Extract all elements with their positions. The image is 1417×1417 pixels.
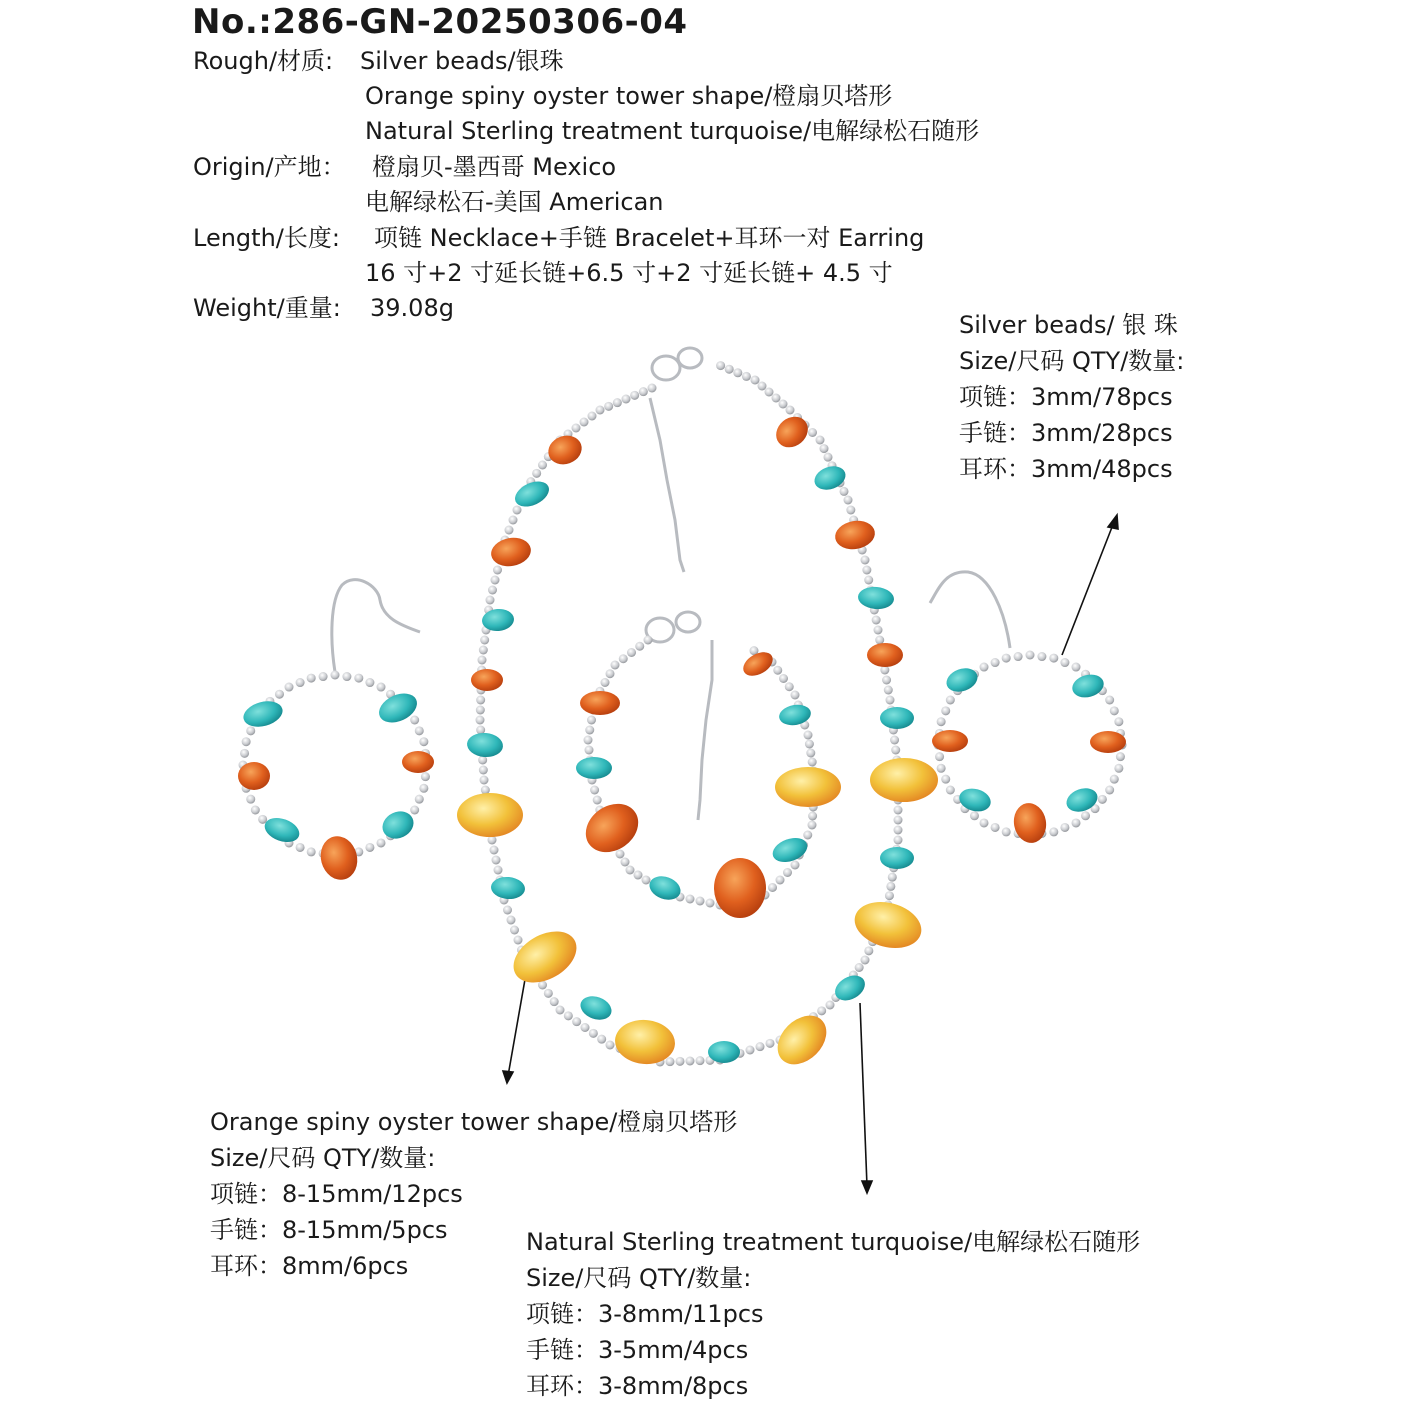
silver-bead bbox=[855, 963, 864, 972]
silver-bead bbox=[639, 387, 648, 396]
silver-bead bbox=[716, 361, 725, 370]
earring-gemstone-bead bbox=[932, 730, 968, 752]
silver-bead bbox=[1116, 752, 1125, 761]
silver-bead bbox=[510, 926, 519, 935]
necklace-gemstone-bead bbox=[457, 793, 523, 837]
silver-bead bbox=[480, 636, 489, 645]
silver-bead bbox=[514, 936, 523, 945]
silver-bead bbox=[890, 736, 899, 745]
silver-bead bbox=[776, 876, 785, 885]
silver-bead bbox=[1037, 652, 1046, 661]
oyster-arrow bbox=[508, 968, 527, 1076]
silver-bead bbox=[808, 821, 817, 830]
silver-callout-earring: 耳环：3mm/48pcs bbox=[959, 455, 1173, 483]
silver-bead bbox=[490, 846, 499, 855]
silver-bead bbox=[783, 868, 792, 877]
silver-bead bbox=[1060, 658, 1069, 667]
silver-bead bbox=[791, 861, 800, 870]
rough-label: Rough/材质: bbox=[193, 47, 334, 75]
silver-bead bbox=[891, 746, 900, 755]
silver-bead bbox=[626, 866, 635, 875]
silver-bead bbox=[488, 586, 497, 595]
silver-bead bbox=[319, 672, 328, 681]
silver-bead bbox=[768, 883, 777, 892]
necklace-gemstone-bead bbox=[466, 731, 504, 758]
weight-label: Weight/重量: bbox=[193, 294, 341, 322]
silver-bead bbox=[1105, 786, 1114, 795]
silver-bead bbox=[246, 726, 255, 735]
silver-bead bbox=[935, 752, 944, 761]
silver-callout-bracelet: 手链：3mm/28pcs bbox=[959, 419, 1173, 447]
origin-oyster: 橙扇贝-墨西哥 Mexico bbox=[372, 153, 617, 181]
silver-bead bbox=[864, 576, 873, 585]
necklace-gemstone-bead bbox=[489, 535, 533, 570]
earring-gemstone-bead bbox=[238, 762, 270, 790]
silver-arrow bbox=[1062, 522, 1114, 655]
earring-gemstone-bead bbox=[241, 697, 286, 731]
earring-gemstone-bead bbox=[402, 751, 434, 773]
bracelet-gemstone-bead bbox=[769, 834, 810, 867]
earring-gemstone-bead bbox=[1090, 731, 1126, 753]
necklace-gemstone-bead bbox=[880, 707, 914, 729]
silver-bead bbox=[980, 818, 989, 827]
silver-bead bbox=[1002, 654, 1011, 663]
length-items: 项链 Necklace+手链 Bracelet+耳环一对 Earring bbox=[374, 224, 925, 252]
silver-bead bbox=[589, 1029, 598, 1038]
silver-bead bbox=[779, 400, 788, 409]
silver-bead bbox=[894, 806, 903, 815]
silver-bead bbox=[611, 661, 620, 670]
silver-bead bbox=[622, 395, 631, 404]
silver-bead bbox=[505, 526, 514, 535]
silver-bead bbox=[861, 956, 870, 965]
silver-bead bbox=[572, 1017, 581, 1026]
oyster-callout-bracelet: 手链：8-15mm/5pcs bbox=[210, 1216, 448, 1244]
silver-bead bbox=[886, 696, 895, 705]
silver-bead bbox=[627, 648, 636, 657]
silver-bead bbox=[503, 906, 512, 915]
bracelet-gemstone-bead bbox=[775, 767, 841, 807]
product-number: No.:286-GN-20250306-04 bbox=[192, 2, 688, 42]
silver-bead bbox=[758, 382, 767, 391]
silver-bead bbox=[1110, 775, 1119, 784]
silver-bead bbox=[635, 642, 644, 651]
silver-bead bbox=[894, 826, 903, 835]
silver-bead bbox=[580, 418, 589, 427]
silver-bead bbox=[365, 843, 374, 852]
silver-bead bbox=[581, 1023, 590, 1032]
bracelet-gemstone-bead bbox=[576, 794, 647, 862]
bracelet-gemstone-bead bbox=[714, 858, 766, 918]
turquoise-callout-earring: 耳环：3-8mm/8pcs bbox=[526, 1372, 749, 1400]
silver-bead bbox=[630, 391, 639, 400]
silver-bead bbox=[476, 696, 485, 705]
necklace-clasp bbox=[652, 356, 680, 380]
silver-callout-necklace: 项链：3mm/78pcs bbox=[959, 383, 1173, 411]
silver-bead bbox=[585, 726, 594, 735]
silver-bead bbox=[601, 678, 610, 687]
oyster-callout-earring: 耳环：8mm/6pcs bbox=[210, 1252, 409, 1280]
silver-bead bbox=[1049, 654, 1058, 663]
silver-bead bbox=[597, 1035, 606, 1044]
beads-layer bbox=[238, 361, 1127, 1074]
silver-bead bbox=[584, 736, 593, 745]
silver-bead bbox=[773, 666, 782, 675]
silver-bead bbox=[478, 656, 487, 665]
length-values: 16 寸+2 寸延长链+6.5 寸+2 寸延长链+ 4.5 寸 bbox=[365, 259, 893, 287]
necklace-gemstone-bead bbox=[770, 410, 814, 453]
silver-bead bbox=[884, 686, 893, 695]
necklace-gemstone-bead bbox=[867, 643, 903, 667]
silver-bead bbox=[590, 786, 599, 795]
silver-bead bbox=[648, 384, 657, 393]
silver-bead bbox=[494, 866, 503, 875]
silver-bead bbox=[861, 556, 870, 565]
silver-bead bbox=[791, 691, 800, 700]
silver-bead bbox=[419, 737, 428, 746]
bracelet-clasp-ring bbox=[676, 612, 700, 632]
silver-bead bbox=[419, 784, 428, 793]
turquoise-callout-title: Natural Sterling treatment turquoise/电解绿松石随形 bbox=[526, 1228, 1141, 1256]
silver-bead bbox=[619, 654, 628, 663]
silver-bead bbox=[872, 616, 881, 625]
bracelet-gemstone-bead bbox=[576, 757, 612, 779]
silver-bead bbox=[296, 678, 305, 687]
silver-bead bbox=[1114, 764, 1123, 773]
silver-bead bbox=[864, 946, 873, 955]
rough-silver: Silver beads/银珠 bbox=[360, 47, 564, 75]
silver-bead bbox=[479, 646, 488, 655]
silver-bead bbox=[824, 453, 833, 462]
earring-gemstone-bead bbox=[316, 832, 362, 884]
silver-bead bbox=[751, 376, 760, 385]
silver-bead bbox=[532, 469, 541, 478]
silver-bead bbox=[686, 1057, 695, 1066]
silver-bead bbox=[585, 746, 594, 755]
silver-bead bbox=[806, 749, 815, 758]
silver-bead bbox=[486, 596, 495, 605]
silver-bead bbox=[1014, 652, 1023, 661]
silver-bead bbox=[970, 811, 979, 820]
silver-bead bbox=[686, 895, 695, 904]
silver-bead bbox=[808, 812, 817, 821]
weight-value: 39.08g bbox=[370, 294, 454, 322]
silver-bead bbox=[642, 876, 651, 885]
silver-bead bbox=[513, 506, 522, 515]
silver-bead bbox=[544, 989, 553, 998]
length-label: Length/长度: bbox=[193, 224, 340, 252]
callout-arrows bbox=[503, 515, 1118, 1193]
silver-bead bbox=[476, 706, 485, 715]
silver-bead bbox=[803, 831, 812, 840]
oyster-arrowhead bbox=[503, 1071, 513, 1083]
silver-bead bbox=[377, 838, 386, 847]
silver-bead bbox=[946, 696, 955, 705]
silver-bead bbox=[846, 506, 855, 515]
necklace-gemstone-bead bbox=[490, 876, 526, 901]
earring-gemstone-bead bbox=[1070, 671, 1107, 701]
silver-bead bbox=[804, 731, 813, 740]
silver-bead bbox=[479, 766, 488, 775]
oyster-callout-size-qty: Size/尺码 QTY/数量: bbox=[210, 1144, 436, 1172]
silver-bead bbox=[365, 678, 374, 687]
silver-bead bbox=[613, 398, 622, 407]
silver-bead bbox=[572, 424, 581, 433]
silver-bead bbox=[275, 690, 284, 699]
silver-bead bbox=[307, 847, 316, 856]
silver-bead bbox=[894, 836, 903, 845]
origin-label: Origin/产地： bbox=[193, 153, 346, 181]
origin-turquoise: 电解绿松石-美国 American bbox=[365, 188, 664, 216]
silver-bead bbox=[588, 412, 597, 421]
turquoise-callout-bracelet: 手链：3-5mm/4pcs bbox=[526, 1336, 749, 1364]
silver-bead bbox=[415, 726, 424, 735]
earring-gemstone-bead bbox=[261, 814, 302, 847]
silver-bead bbox=[1026, 651, 1035, 660]
silver-bead bbox=[296, 843, 305, 852]
silver-bead bbox=[550, 997, 559, 1006]
silver-bead bbox=[885, 891, 894, 900]
turquoise-arrowhead bbox=[862, 1181, 872, 1193]
silver-bead bbox=[772, 394, 781, 403]
silver-callout-title: Silver beads/ 银 珠 bbox=[959, 311, 1178, 339]
necklace-gemstone-bead bbox=[857, 585, 895, 610]
silver-bead bbox=[491, 576, 500, 585]
silver-bead bbox=[410, 716, 419, 725]
silver-bead bbox=[606, 669, 615, 678]
silver-bead bbox=[1081, 811, 1090, 820]
silver-bead bbox=[354, 674, 363, 683]
silver-bead bbox=[587, 716, 596, 725]
silver-bead bbox=[785, 682, 794, 691]
silver-bead bbox=[1072, 818, 1081, 827]
silver-bead bbox=[1105, 696, 1114, 705]
bracelet-gemstone-bead bbox=[580, 691, 620, 715]
silver-arrowhead bbox=[1108, 515, 1118, 529]
silver-bead bbox=[808, 428, 817, 437]
silver-bead bbox=[941, 775, 950, 784]
silver-bead bbox=[676, 1057, 685, 1066]
necklace-gemstone-bead bbox=[880, 847, 914, 869]
silver-bead bbox=[606, 1041, 615, 1050]
silver-bead bbox=[805, 740, 814, 749]
silver-bead bbox=[556, 1006, 565, 1015]
silver-bead bbox=[644, 636, 653, 645]
silver-bead bbox=[725, 365, 734, 374]
silver-bead bbox=[616, 850, 625, 859]
earring-gemstone-bead bbox=[943, 664, 981, 696]
right-ear-wire bbox=[930, 572, 1010, 648]
silver-bead bbox=[509, 516, 518, 525]
silver-bead bbox=[733, 368, 742, 377]
necklace-gemstone-bead bbox=[870, 758, 938, 802]
silver-bead bbox=[991, 823, 1000, 832]
silver-bead bbox=[507, 916, 516, 925]
turquoise-arrow bbox=[860, 1003, 867, 1186]
silver-bead bbox=[285, 683, 294, 692]
silver-bead bbox=[593, 796, 602, 805]
silver-bead bbox=[844, 496, 853, 505]
silver-bead bbox=[538, 461, 547, 470]
silver-bead bbox=[886, 882, 895, 891]
turquoise-callout-size-qty: Size/尺码 QTY/数量: bbox=[526, 1264, 752, 1292]
necklace-gemstone-bead bbox=[708, 1041, 740, 1063]
oyster-callout-title: Orange spiny oyster tower shape/橙扇贝塔形 bbox=[210, 1108, 738, 1136]
silver-bead bbox=[493, 566, 502, 575]
necklace-gemstone-bead bbox=[833, 518, 877, 553]
silver-bead bbox=[706, 899, 715, 908]
silver-bead bbox=[251, 806, 260, 815]
silver-bead bbox=[894, 816, 903, 825]
earring-gemstone-bead bbox=[1011, 801, 1049, 846]
silver-bead bbox=[786, 406, 795, 415]
silver-bead bbox=[246, 795, 255, 804]
rough-oyster: Orange spiny oyster tower shape/橙扇贝塔形 bbox=[365, 82, 893, 110]
silver-bead bbox=[946, 786, 955, 795]
silver-bead bbox=[480, 776, 489, 785]
clasp-chains bbox=[646, 348, 712, 820]
rough-turquoise: Natural Sterling treatment turquoise/电解绿松石随形 bbox=[365, 117, 980, 145]
silver-bead bbox=[342, 672, 351, 681]
necklace-gemstone-bead bbox=[577, 992, 615, 1024]
silver-bead bbox=[817, 1006, 826, 1015]
silver-bead bbox=[242, 737, 251, 746]
silver-bead bbox=[937, 717, 946, 726]
silver-bead bbox=[882, 676, 891, 685]
silver-bead bbox=[779, 674, 788, 683]
silver-bead bbox=[816, 436, 825, 445]
silver-bead bbox=[1098, 795, 1107, 804]
silver-bead bbox=[862, 566, 871, 575]
silver-bead bbox=[1002, 827, 1011, 836]
silver-bead bbox=[240, 749, 249, 758]
silver-bead bbox=[696, 1056, 705, 1065]
silver-bead bbox=[765, 388, 774, 397]
silver-bead bbox=[826, 1001, 835, 1010]
silver-bead bbox=[415, 795, 424, 804]
silver-bead bbox=[937, 764, 946, 773]
silver-bead bbox=[696, 897, 705, 906]
silver-bead bbox=[941, 706, 950, 715]
left-ear-wire bbox=[332, 580, 420, 672]
silver-bead bbox=[1114, 717, 1123, 726]
silver-bead bbox=[476, 716, 485, 725]
silver-bead bbox=[564, 1011, 573, 1020]
oyster-callout-necklace: 项链：8-15mm/12pcs bbox=[210, 1180, 463, 1208]
silver-bead bbox=[421, 772, 430, 781]
silver-bead bbox=[746, 1046, 755, 1055]
necklace-clasp-ring bbox=[678, 348, 702, 368]
turquoise-callout-necklace: 项链：3-8mm/11pcs bbox=[526, 1300, 764, 1328]
silver-bead bbox=[766, 1039, 775, 1048]
silver-bead bbox=[621, 858, 630, 867]
silver-bead bbox=[874, 626, 883, 635]
bracelet-extension-chain bbox=[698, 640, 712, 820]
silver-bead bbox=[604, 402, 613, 411]
necklace-gemstone-bead bbox=[471, 669, 503, 691]
silver-bead bbox=[596, 406, 605, 415]
silver-bead bbox=[331, 671, 340, 680]
silver-bead bbox=[1072, 663, 1081, 672]
silver-bead bbox=[820, 444, 829, 453]
silver-bead bbox=[634, 871, 643, 880]
silver-bead bbox=[1049, 827, 1058, 836]
silver-callout-size-qty: Size/尺码 QTY/数量: bbox=[959, 347, 1185, 375]
silver-bead bbox=[307, 674, 316, 683]
necklace-gemstone-bead bbox=[544, 431, 586, 469]
silver-bead bbox=[492, 856, 501, 865]
necklace-extension-chain bbox=[650, 398, 684, 572]
silver-bead bbox=[1060, 823, 1069, 832]
silver-bead bbox=[756, 1042, 765, 1051]
silver-bead bbox=[410, 806, 419, 815]
silver-bead bbox=[840, 487, 849, 496]
silver-bead bbox=[742, 372, 751, 381]
silver-bead bbox=[991, 658, 1000, 667]
necklace-gemstone-bead bbox=[849, 895, 926, 955]
silver-bead bbox=[377, 683, 386, 692]
silver-bead bbox=[980, 663, 989, 672]
silver-bead bbox=[666, 1057, 675, 1066]
silver-bead bbox=[888, 873, 897, 882]
silver-bead bbox=[808, 758, 817, 767]
silver-bead bbox=[1110, 706, 1119, 715]
